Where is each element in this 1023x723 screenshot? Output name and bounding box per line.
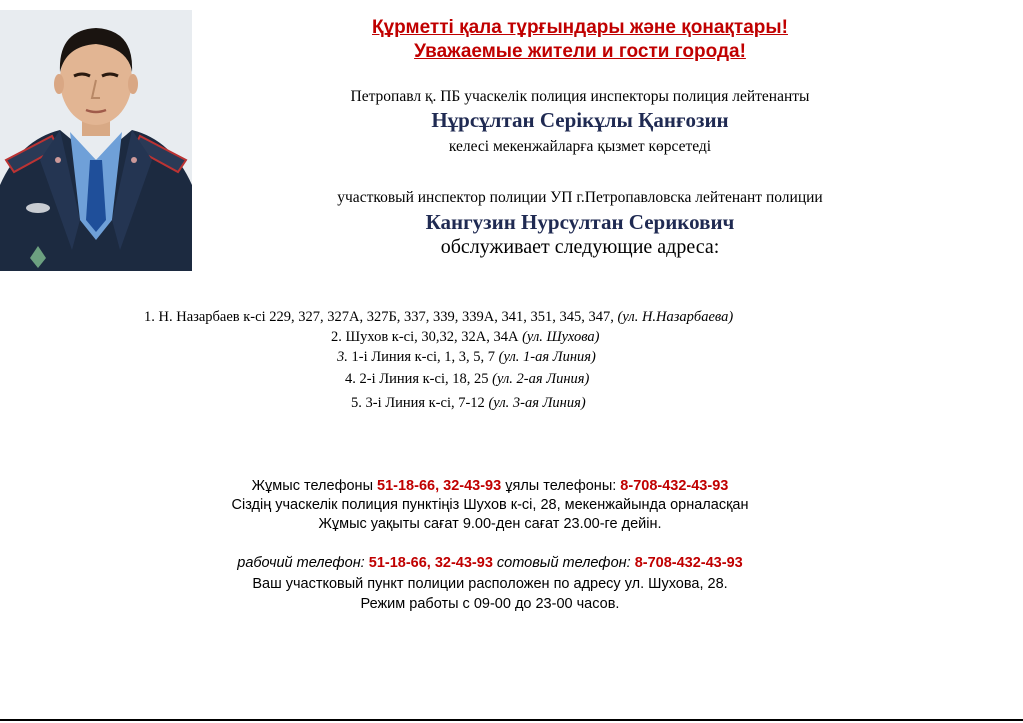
work-phones-kz: 51-18-66, 32-43-93 [377, 478, 502, 494]
mobile-phone-label-kz: ұялы телефоны: [501, 478, 621, 494]
location-kz: Сіздің учаскелік полиция пунктіңіз Шухов к-сі, 28, мекенжайында орналасқан [231, 497, 749, 513]
address-ru: (ул. Шухова) [522, 329, 600, 345]
address-ru: (ул. 1-ая Линия) [498, 349, 596, 365]
address-text: Шухов к-сі, 30,32, 32А, 34А [341, 329, 523, 345]
greeting-ru: Уважаемые жители и гости города! [414, 41, 746, 62]
address-number: 4. [345, 371, 356, 387]
address-item [331, 327, 600, 347]
officer-name-ru: Кангузин Нурсултан Серикович [425, 210, 735, 234]
address-number: 5. [351, 395, 362, 411]
address-text: 3-і Линия к-сі, 7-12 [361, 395, 489, 411]
contact-phones-kz [150, 477, 830, 496]
address-item [345, 369, 589, 389]
work-phone-label-ru: рабочий телефон: [237, 555, 369, 571]
address-item [337, 347, 596, 367]
work-phone-label-kz: Жұмыс телефоны [251, 478, 378, 494]
address-item [351, 393, 586, 413]
address-ru: (ул. Н.Назарбаева) [617, 309, 734, 325]
address-item [144, 307, 733, 327]
address-number: 1. [144, 309, 155, 325]
officer-name-kz: Нұрсұлтан Серікұлы Қанғозин [431, 108, 729, 132]
officer-photo [0, 10, 192, 271]
address-number: 3. [337, 349, 348, 365]
contact-phones-ru [150, 554, 830, 573]
officer-title-kz: Петропавл қ. ПБ учаскелік полиция инспекторы полиция лейтенанты [350, 88, 810, 105]
mobile-phone-label-ru: сотовый телефон: [492, 555, 635, 571]
page-bottom-border [0, 719, 1023, 721]
address-number: 2. [331, 329, 342, 345]
hours-ru: Режим работы с 09-00 до 23-00 часов. [360, 596, 620, 612]
address-ru: (ул. 3-ая Линия) [488, 395, 586, 411]
greeting-block [192, 16, 968, 64]
location-ru: Ваш участковый пункт полиции расположен по адресу ул. Шухова, 28. [252, 576, 728, 592]
mobile-phone-kz: 8-708-432-43-93 [620, 478, 729, 494]
address-ru: (ул. 2-ая Линия) [492, 371, 590, 387]
officer-serves-ru: обслуживает следующие адреса: [440, 236, 720, 258]
officer-title-ru: участковый инспектор полиции УП г.Петропавловска лейтенант полиции [337, 189, 823, 206]
greeting-kz: Құрметті қала тұрғындары және қонақтары! [372, 17, 788, 38]
address-text: 2-і Линия к-сі, 18, 25 [355, 371, 493, 387]
address-text: Н. Назарбаев к-сі 229, 327, 327А, 327Б, 337, 339, 339А, 341, 351, 345, 347, [154, 309, 618, 325]
hours-kz: Жұмыс уақыты сағат 9.00-ден сағат 23.00-ге дейін. [318, 516, 662, 532]
address-text: 1-і Линия к-сі, 1, 3, 5, 7 [347, 349, 499, 365]
mobile-phone-ru: 8-708-432-43-93 [634, 555, 743, 571]
work-phones-ru: 51-18-66, 32-43-93 [368, 555, 493, 571]
officer-serves-kz: келесі мекенжайларға қызмет көрсетеді [448, 138, 712, 155]
